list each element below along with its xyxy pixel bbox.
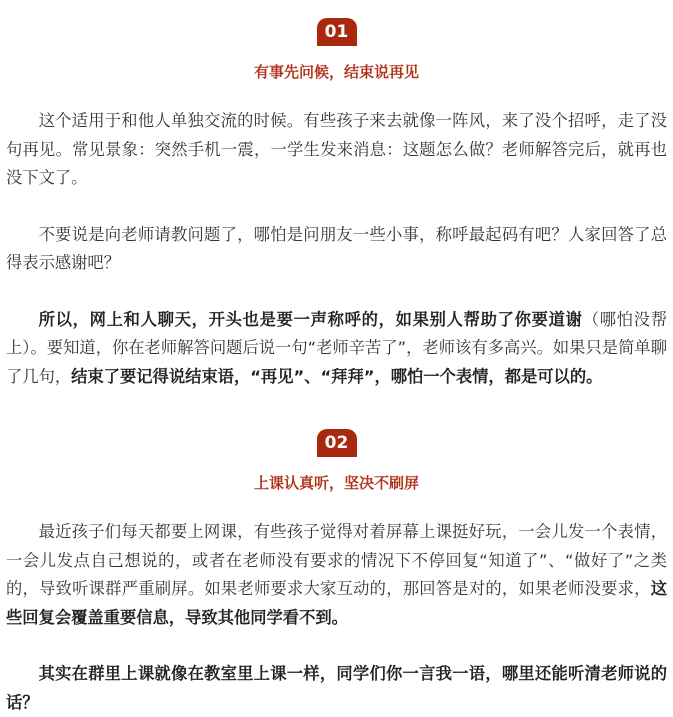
paragraph: [6, 518, 667, 632]
section-number-badge: 01: [317, 18, 357, 46]
paragraph: [6, 306, 667, 392]
section-02: [6, 391, 667, 717]
paragraph: [6, 660, 667, 717]
bold-text: 这些回复会覆盖重要信息，导致其他同学看不到。: [6, 579, 667, 627]
paragraph: [6, 221, 667, 278]
bold-text: 所以，网上和人聊天，开头也是要一声称呼的，如果别人帮助了你要道谢: [38, 309, 583, 329]
bold-text: 结束了要记得说结束语，“再见”、“拜拜”，哪怕一个表情，都是可以的。: [71, 366, 603, 386]
section-01: [6, 0, 667, 391]
text: （哪怕没帮上）。要知道，你在老师解答问题后说一句“老师辛苦了”，老师该有多高兴。如果只是简单聊了几句，: [6, 309, 667, 386]
section-title: 上课认真听，坚决不刷屏: [253, 474, 419, 492]
text: 这个适用于和他人单独交流的时候。有些孩子来去就像一阵风，来了没个招呼，走了没句再见。常见景象：突然手机一震，一学生发来消息：这题怎么做？老师解答完后，就再也没下文了。: [6, 111, 667, 187]
text: 最近孩子们每天都要上网课，有些孩子觉得对着屏幕上课挺好玩，一会儿发一个表情，一会儿发点自己想说的，或者在老师没有要求的情况下不停回复“知道了”、“做好了”之类的，导致听课群严重刷屏。如果老师要求大家互动的，那回答是对的，如果老师没要求，: [6, 522, 667, 598]
bold-text: 其实在群里上课就像在教室里上课一样，同学们你一言我一语，哪里还能听清老师说的话？: [6, 664, 667, 712]
section-number-badge: 02: [317, 429, 357, 457]
text: 不要说是向老师请教问题了，哪怕是问朋友一些小事，称呼最起码有吧？人家回答了总得表示感谢吧？: [6, 224, 667, 272]
paragraph: [6, 107, 667, 193]
section-title: 有事先问候，结束说再见: [253, 63, 419, 81]
